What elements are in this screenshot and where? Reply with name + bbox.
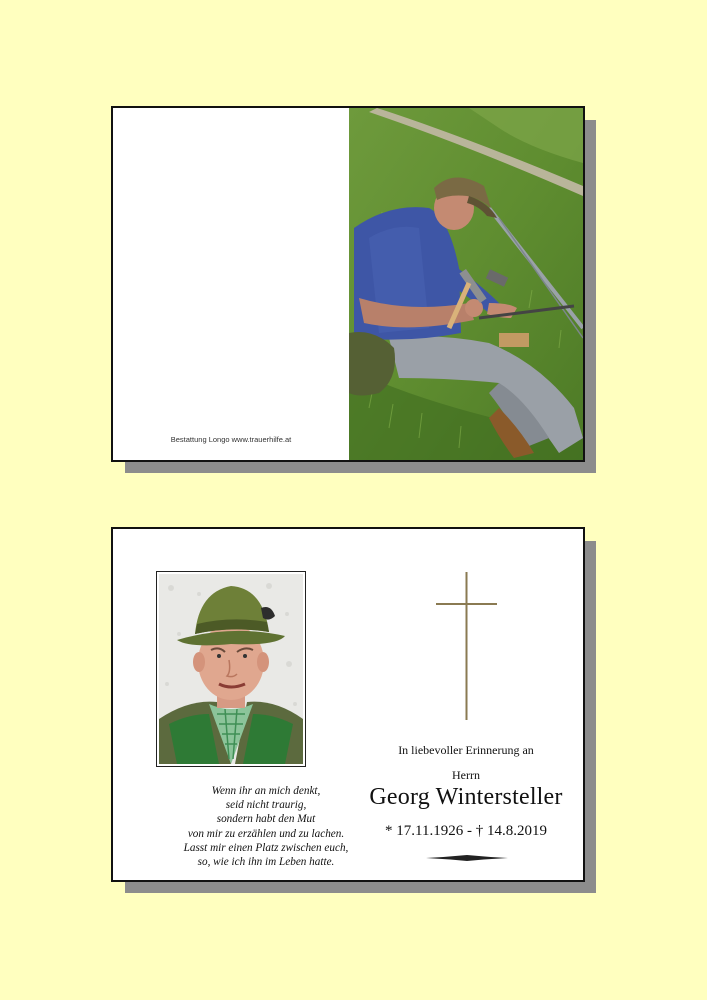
poem-line: sondern habt den Mut (216, 813, 316, 826)
portrait-frame (156, 571, 306, 767)
deceased-name: Georg Wintersteller (369, 784, 563, 810)
poem-line: seid nicht traurig, (225, 799, 307, 812)
portrait-photo (159, 574, 303, 764)
life-dates: * 17.11.1926 - † 14.8.2019 (385, 823, 547, 839)
poem-line: so, wie ich ihn im Leben hatte. (197, 856, 335, 869)
card-front (111, 106, 585, 462)
cross-icon (436, 572, 498, 722)
memory-line: In liebevoller Erinnerung an (398, 743, 534, 757)
salutation: Herrn (452, 768, 480, 782)
poem-line: Wenn ihr an mich denkt, (211, 785, 321, 797)
landscape-photo (349, 108, 583, 460)
ornament-divider-icon (426, 854, 508, 862)
funeral-home-credit: Bestattung Longo www.trauerhilfe.at (170, 435, 292, 444)
poem-line: von mir zu erzählen und zu lachen. (187, 827, 345, 840)
poem-line: Lasst mir einen Platz zwischen euch, (183, 841, 349, 854)
card-back-panel (113, 108, 349, 460)
card-inside (111, 527, 585, 882)
